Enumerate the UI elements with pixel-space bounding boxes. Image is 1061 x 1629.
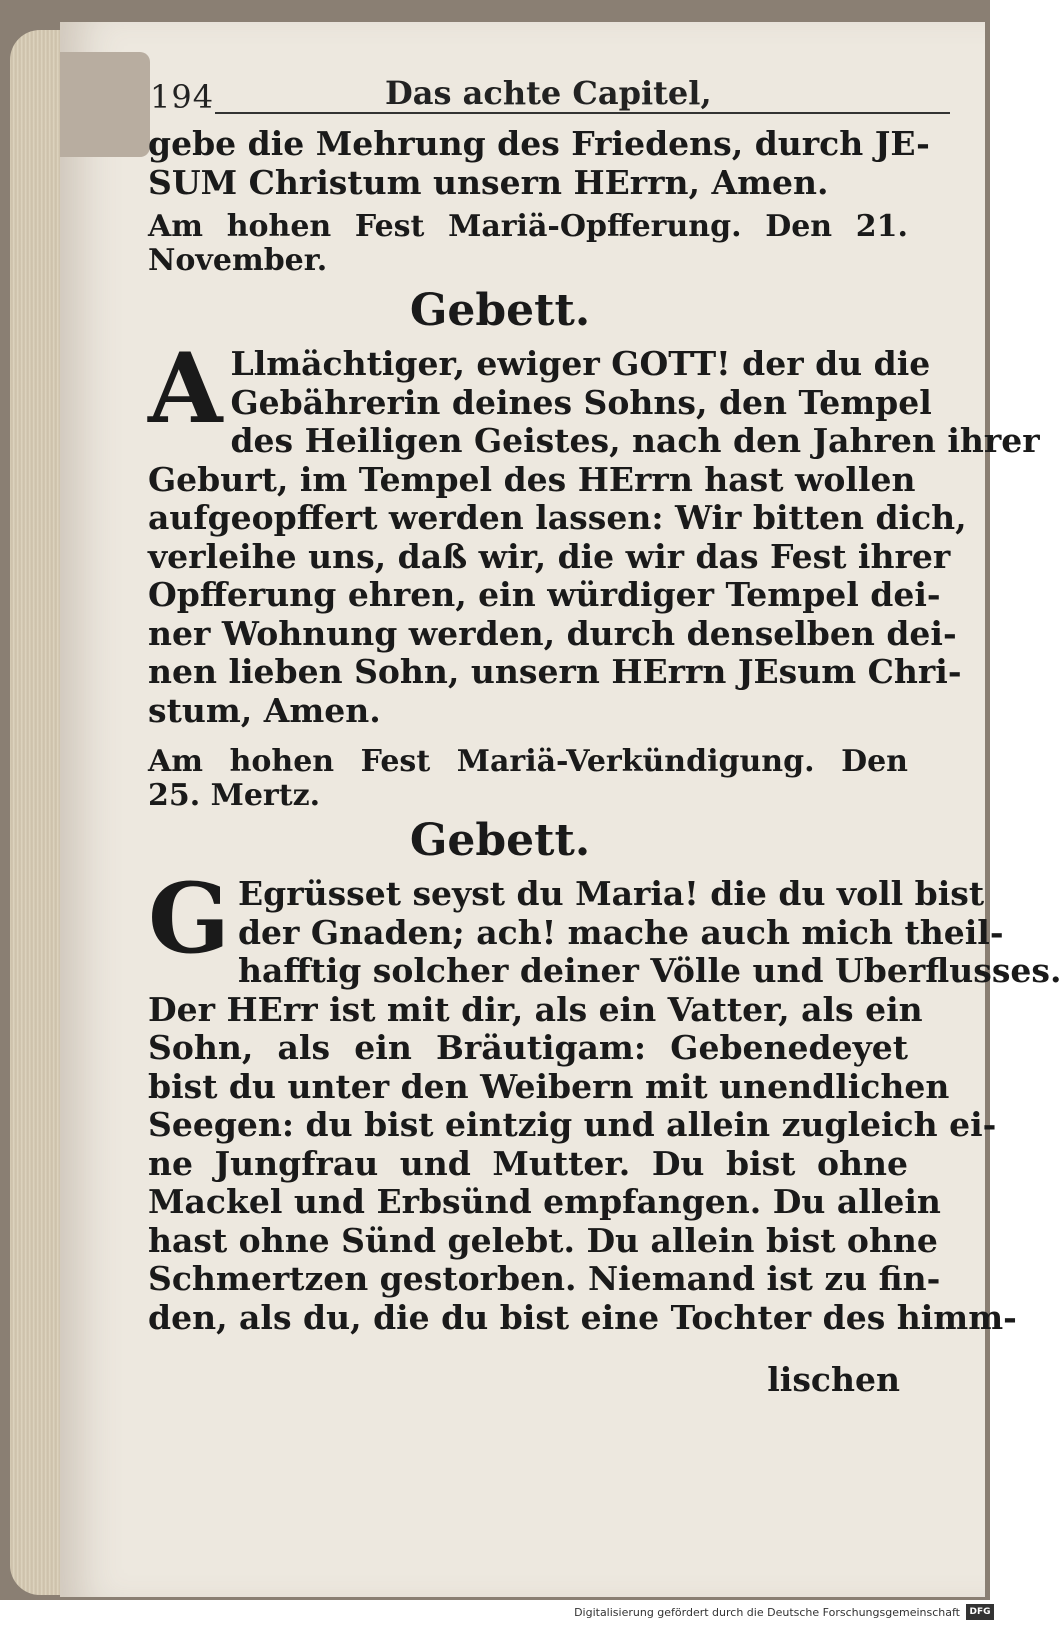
text-line: Llmächtiger, ewiger GOTT! der du die <box>230 344 931 383</box>
text-line: hafftig solcher deiner Völle und Uberflusses. <box>237 951 1061 990</box>
text-line: aufgeopffert werden lassen: Wir bitten dich, <box>148 498 967 537</box>
drop-cap: A <box>148 332 223 445</box>
title-line: November. <box>148 243 328 278</box>
text-line: Der HErr ist mit dir, als ein Vatter, als ein <box>148 989 923 1029</box>
text-line: Egrüsset seyst du Maria! die du voll bist <box>237 874 985 913</box>
text-line: Opfferung ehren, ein würdiger Tempel dei- <box>148 575 941 614</box>
catchword: lischen <box>767 1360 900 1399</box>
section-3-text <box>148 862 1061 1337</box>
text-line: Geburt, im Tempel des HErrn hast wollen <box>148 459 916 499</box>
text-line: bist du unter den Weibern mit unendlichen <box>148 1066 950 1106</box>
section-3-title <box>148 745 908 813</box>
section-1-text <box>148 124 930 202</box>
footer-bar <box>0 1600 1000 1629</box>
running-head: Das achte Capitel, <box>385 74 712 112</box>
text-line: nen lieben Sohn, unsern HErrn JEsum Chri- <box>148 652 962 691</box>
text-line: gebe die Mehrung des Friedens, durch JE- <box>148 124 930 163</box>
text-line: stum, Amen. <box>148 690 381 730</box>
title-line: 25. Mertz. <box>148 778 321 813</box>
section-2-title <box>148 210 908 278</box>
text-line: ne Jungfrau und Mutter. Du bist ohne <box>148 1143 908 1183</box>
section-2-text <box>148 332 1040 730</box>
title-line: Am hohen Fest Mariä-Verkündigung. Den <box>148 744 908 779</box>
text-line: verleihe uns, daß wir, die wir das Fest ihrer <box>148 536 951 576</box>
text-line: Schmertzen gestorben. Niemand ist zu fin- <box>148 1259 941 1298</box>
text-line: hast ohne Sünd gelebt. Du allein bist ohne <box>148 1220 938 1260</box>
text-line: Gebährerin deines Sohns, den Tempel <box>230 382 932 422</box>
text-line: Seegen: du bist eintzig und allein zugleich ei- <box>148 1105 997 1144</box>
drop-cap: G <box>148 862 230 975</box>
dfg-logo: DFG <box>966 1604 994 1620</box>
text-line: der Gnaden; ach! mache auch mich theil- <box>237 912 1004 952</box>
title-line: Am hohen Fest Mariä-Opfferung. Den 21. <box>148 209 908 244</box>
digitization-credit: Digitalisierung gefördert durch die Deutsche Forschungsgemeinschaft <box>574 1606 960 1619</box>
text-line: des Heiligen Geistes, nach den Jahren ihrer <box>230 421 1040 460</box>
page-number: 194 <box>150 78 215 116</box>
header-rule <box>215 112 950 114</box>
prayer-heading-2: Gebett. <box>409 815 591 866</box>
text-line: den, als du, die du bist eine Tochter des himm- <box>148 1297 1017 1337</box>
text-line: ner Wohnung werden, durch denselben dei- <box>148 613 957 653</box>
text-line: Mackel und Erbsünd empfangen. Du allein <box>148 1182 941 1221</box>
prayer-heading-1: Gebett. <box>409 285 591 336</box>
text-line: Sohn, als ein Bräutigam: Gebenedeyet <box>148 1028 908 1067</box>
page-tab <box>60 52 150 157</box>
page-header <box>150 70 910 116</box>
text-line: SUM Christum unsern HErrn, Amen. <box>148 162 829 202</box>
